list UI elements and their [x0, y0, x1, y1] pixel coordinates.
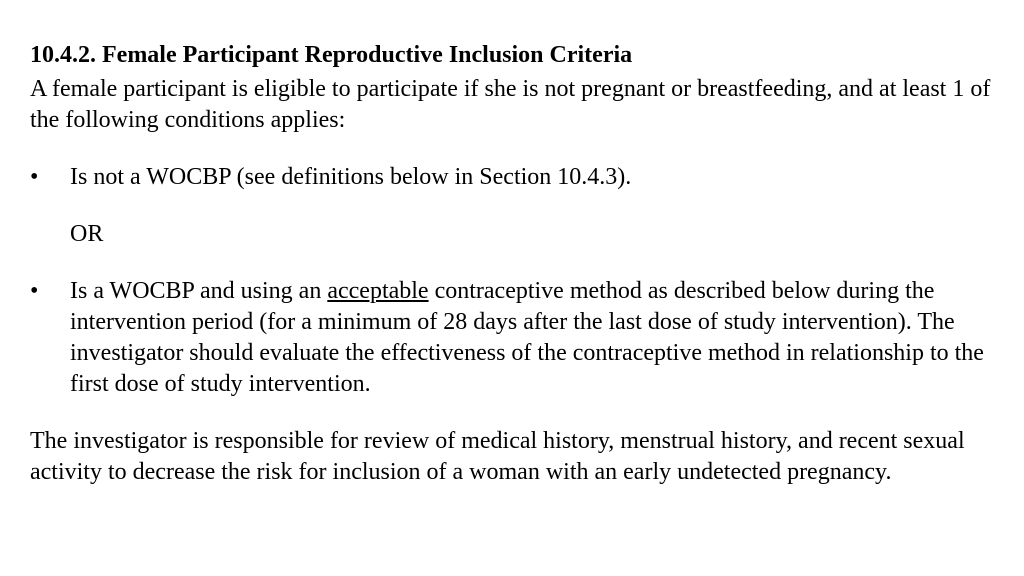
bullet-icon: • — [30, 278, 39, 304]
criteria-item-not-wocbp — [30, 162, 1005, 193]
closing-paragraph: The investigator is responsible for review of medical history, menstrual history, and recent sexual activity to decrease the risk for inclusion of a woman with an early undetected pregnancy. — [30, 428, 965, 485]
document-page — [30, 40, 1005, 488]
criteria-item-wocbp-contraception — [30, 276, 1005, 400]
section-heading: 10.4.2. Female Participant Reproductive Inclusion Criteria — [30, 42, 633, 68]
underlined-term-acceptable: acceptable — [327, 278, 429, 304]
criteria-list — [30, 162, 1005, 193]
intro-paragraph: A female participant is eligible to participate if she is not pregnant or breastfeeding, and at least 1 of the following conditions applies: — [30, 76, 991, 133]
criteria-item-text-end: contraceptive method as described below during the intervention period (for a minimum of 28 days after the last dose of study intervention). The investigator should evaluate the effectiveness of the contraceptive method in relationship to the first dose of study intervention. — [70, 278, 984, 397]
bullet-icon: • — [30, 164, 39, 190]
or-separator: OR — [70, 221, 104, 247]
criteria-item-text: Is not a WOCBP (see definitions below in Section 10.4.3). — [70, 164, 632, 190]
criteria-list-second — [30, 276, 1005, 400]
criteria-item-text-start: Is a WOCBP and using an — [70, 278, 328, 304]
